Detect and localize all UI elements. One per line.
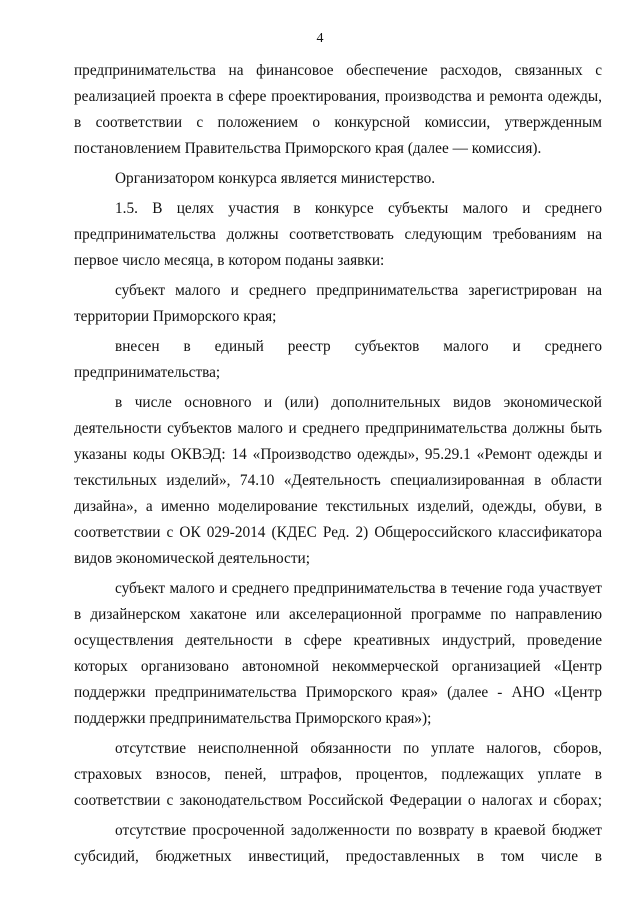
text-line: которых организовано автономной некоммерческой организацией «Центр <box>74 658 602 675</box>
page-number: 4 <box>316 31 324 46</box>
text-line: 1.5. В целях участия в конкурсе субъекты малого и среднего <box>115 200 602 217</box>
text-line: соответствии с законодательством Российской Федерации о налогах и сборах; <box>74 792 602 809</box>
text-line: в дизайнерском хакатоне или акселерационной программе по направлению <box>74 606 602 623</box>
text-line: отсутствие неисполненной обязанности по уплате налогов, сборов, <box>115 740 602 757</box>
text-line: предпринимательства должны соответствовать следующим требованиям на <box>74 226 602 243</box>
text-line: деятельности субъектов малого и среднего предпринимательства должны быть <box>74 420 602 437</box>
text-line: внесен в единый реестр субъектов малого и среднего <box>115 338 602 355</box>
text-line: видов экономической деятельности; <box>74 550 310 567</box>
text-line: постановлением Правительства Приморского края (далее — комиссия). <box>74 140 542 157</box>
text-line: указаны коды ОКВЭД: 14 «Производство одежды», 95.29.1 «Ремонт одежды и <box>74 446 602 463</box>
text-line: в соответствии с положением о конкурсной комиссии, утвержденным <box>74 114 602 131</box>
text-line: отсутствие просроченной задолженности по возврату в краевой бюджет <box>115 822 602 839</box>
text-line: первое число месяца, в котором поданы заявки: <box>74 252 385 269</box>
text-line: субъект малого и среднего предпринимательства в течение года участвует <box>115 580 602 597</box>
text-line: субъект малого и среднего предпринимательства зарегистрирован на <box>115 282 602 299</box>
text-line: предпринимательства; <box>74 364 221 381</box>
text-line: осуществления деятельности в сфере креативных индустрий, проведение <box>74 632 602 649</box>
text-line: страховых взносов, пеней, штрафов, процентов, подлежащих уплате в <box>74 766 602 783</box>
text-line: предпринимательства на финансовое обеспечение расходов, связанных с <box>74 62 602 79</box>
document-body <box>74 58 602 870</box>
text-line: соответствии с ОК 029-2014 (КДЕС Ред. 2) Общероссийского классификатора <box>74 524 602 541</box>
text-line: Организатором конкурса является министерство. <box>115 170 436 187</box>
text-line: субсидий, бюджетных инвестиций, предоставленных в том числе в <box>74 848 602 865</box>
text-line: дизайна», а именно моделирование текстильных изделий, одежды, обуви, в <box>74 498 602 515</box>
text-line: в числе основного и (или) дополнительных видов экономической <box>115 394 602 411</box>
text-line: поддержки предпринимательства Приморского края» (далее - АНО «Центр <box>74 684 602 701</box>
text-line: реализацией проекта в сфере проектирования, производства и ремонта одежды, <box>74 88 602 105</box>
text-line: территории Приморского края; <box>74 308 277 325</box>
text-line: поддержки предпринимательства Приморского края»); <box>74 710 432 727</box>
text-line: текстильных изделий», 74.10 «Деятельность специализированная в области <box>74 472 602 489</box>
